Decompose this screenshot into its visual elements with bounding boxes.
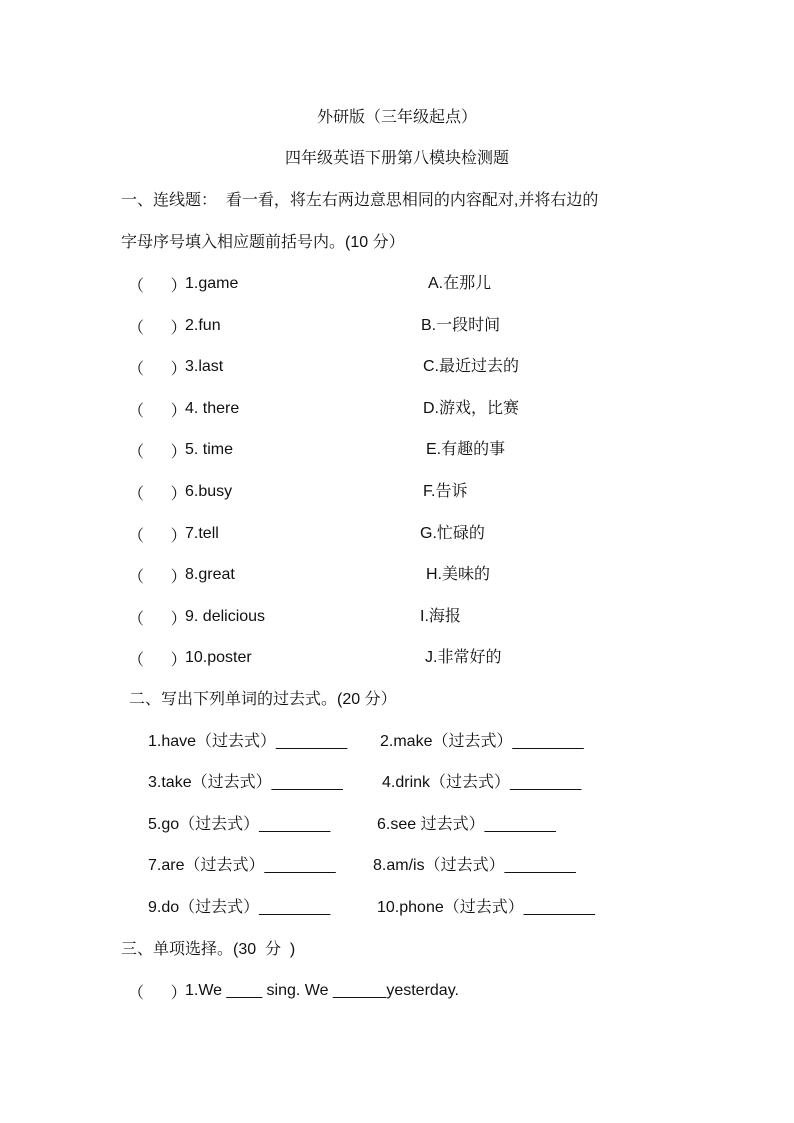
past-tense-item: 4.drink（过去式）________ [382, 774, 582, 791]
match-left-item: 9. delicious [185, 608, 266, 625]
match-right-item: F.告诉 [423, 483, 468, 500]
section3-heading: 三、单项选择。(30 分 ) [121, 941, 296, 958]
past-tense-item: 8.am/is（过去式）________ [373, 857, 576, 874]
match-right-item: H.美味的 [426, 566, 491, 583]
answer-bracket: （ ） [128, 611, 187, 628]
answer-bracket: （ ） [128, 320, 187, 337]
answer-bracket: （ ） [128, 403, 187, 420]
match-left-item: 5. time [185, 441, 234, 458]
past-tense-item: 1.have（过去式）________ [148, 733, 348, 750]
match-left-item: 8.great [185, 566, 235, 583]
answer-bracket: （ ） [128, 361, 187, 378]
section2-heading: 二、写出下列单词的过去式。(20 分） [129, 691, 397, 708]
match-right-item: D.游戏，比赛 [423, 400, 520, 417]
past-tense-item: 10.phone（过去式）________ [377, 899, 595, 916]
match-right-item: J.非常好的 [425, 649, 502, 666]
past-tense-item: 7.are（过去式）________ [148, 857, 336, 874]
past-tense-item: 2.make（过去式）________ [380, 733, 584, 750]
publisher-line: 外研版（三年级起点） [316, 109, 477, 126]
match-left-item: 7.tell [185, 525, 219, 542]
answer-bracket: （ ） [128, 652, 187, 669]
match-left-item: 3.last [185, 358, 224, 375]
answer-bracket: （ ） [128, 278, 187, 295]
past-tense-item: 3.take（过去式）________ [148, 774, 343, 791]
match-right-item: I.海报 [420, 608, 461, 625]
match-left-item: 10.poster [185, 649, 252, 666]
section1-instruction-line1: 一、连线题： 看一看，将左右两边意思相同的内容配对,并将右边的 [121, 192, 599, 209]
past-tense-item: 6.see 过去式）________ [377, 816, 556, 833]
past-tense-item: 5.go（过去式）________ [148, 816, 331, 833]
match-right-item: B.一段时间 [421, 317, 501, 334]
answer-bracket: （ ） [128, 486, 187, 503]
page-title: 四年级英语下册第八模块检测题 [284, 150, 509, 167]
answer-bracket: （ ） [128, 444, 187, 461]
match-left-item: 6.busy [185, 483, 233, 500]
question-1: 1.We ____ sing. We ______yesterday. [185, 982, 459, 999]
section1-instruction-line2: 字母序号填入相应题前括号内。(10 分） [121, 234, 405, 251]
answer-bracket: （ ） [128, 528, 187, 545]
match-right-item: E.有趣的事 [426, 441, 506, 458]
match-left-item: 2.fun [185, 317, 221, 334]
match-left-item: 1.game [185, 275, 239, 292]
match-right-item: G.忙碌的 [420, 525, 485, 542]
past-tense-item: 9.do（过去式）________ [148, 899, 331, 916]
answer-bracket: （ ） [128, 569, 187, 586]
match-right-item: A.在那儿 [428, 275, 492, 292]
match-left-item: 4. there [185, 400, 240, 417]
match-right-item: C.最近过去的 [423, 358, 520, 375]
answer-bracket: （ ） [128, 985, 187, 1002]
